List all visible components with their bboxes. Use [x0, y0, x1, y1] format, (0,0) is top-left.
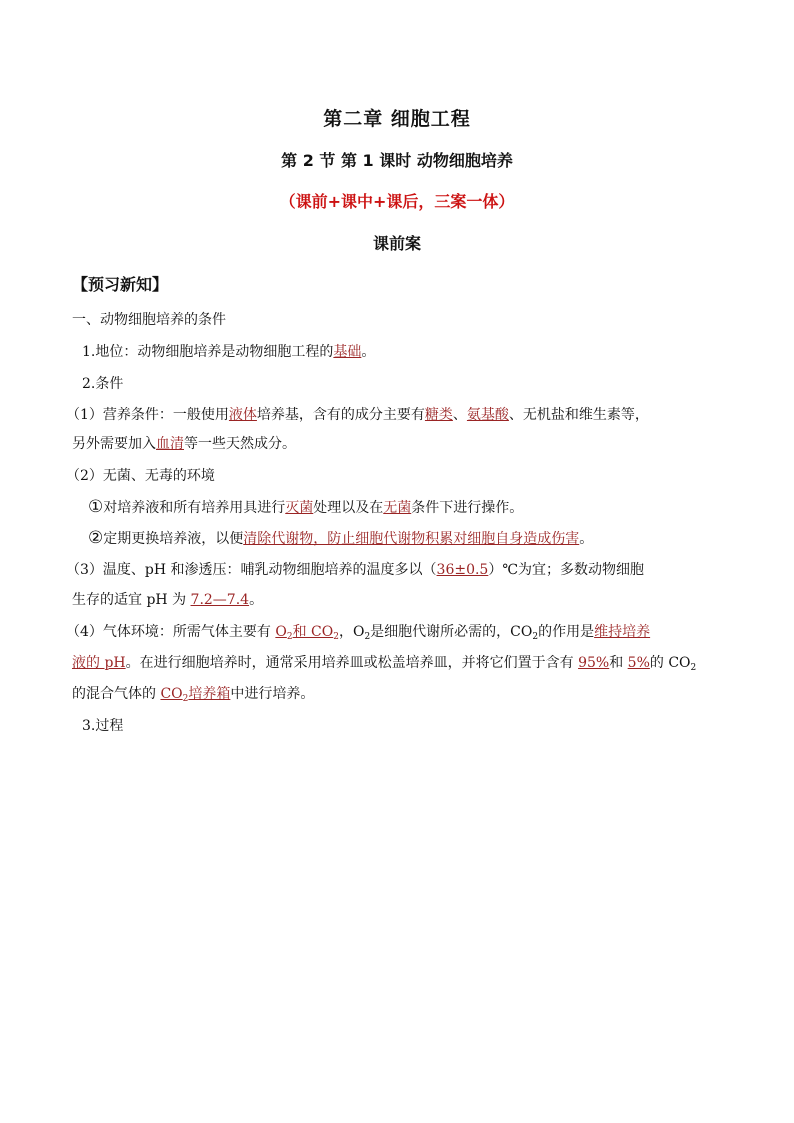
- answer-blank: 95%: [578, 655, 610, 671]
- paragraph-position: 1.地位：动物细胞培养是动物细胞工程的基础。: [82, 344, 376, 360]
- paragraph-nutrition-cont: 另外需要加入血清等一些天然成分。: [72, 436, 296, 452]
- answer-blank: 清除代谢物，防止细胞代谢物积累对细胞自身造成伤害: [243, 531, 580, 547]
- answer-blank: $CO_2$培养箱: [160, 686, 231, 704]
- paragraph-sterile-1: ①对培养液和所有培养用具进行灭菌处理以及在无菌条件下进行操作。: [88, 497, 524, 517]
- paragraph-nutrition: （1）营养条件：一般使用液体培养基，含有的成分主要有糖类、氨基酸、无机盐和维生素等，: [66, 407, 649, 423]
- paragraph-temperature-cont: 生存的适宜 pH 为 7.2—7.4。: [72, 592, 264, 608]
- answer-blank: 氨基酸: [466, 407, 509, 423]
- answer-blank: 血清: [156, 436, 184, 452]
- answer-blank: 无菌: [383, 500, 412, 516]
- answer-blank: 5%: [627, 655, 650, 671]
- answer-blank: 基础: [333, 344, 362, 360]
- preview-heading: 【预习新知】: [72, 275, 169, 294]
- circled-number: ①: [88, 497, 104, 517]
- paragraph-conditions: 2.条件: [82, 376, 124, 392]
- paragraph-gas-cont-2: 的混合气体的 $CO_2$培养箱中进行培养。: [72, 686, 315, 704]
- answer-blank: 液的 pH: [72, 655, 126, 671]
- answer-blank: 糖类: [424, 407, 453, 423]
- answer-blank: 液体: [228, 407, 257, 423]
- answer-blank: 36±0.5: [436, 562, 489, 578]
- paragraph-gas: （4）气体环境：所需气体主要有 $O_2$和 $CO_2$，$O_2$是细胞代谢所必需的，$CO_2$的作用是维持培养: [66, 624, 651, 642]
- subtitle: （课前+课中+课后，三案一体）: [279, 192, 515, 211]
- answer-blank: 灭菌: [285, 500, 314, 516]
- chapter-title: 第二章 细胞工程: [323, 108, 471, 130]
- circled-number: ②: [88, 528, 104, 548]
- paragraph-sterile-2: ②定期更换培养液，以便清除代谢物，防止细胞代谢物积累对细胞自身造成伤害。: [88, 528, 594, 548]
- part-title: 课前案: [372, 234, 421, 253]
- paragraph-gas-cont: 液的 pH。在进行细胞培养时，通常采用培养皿或松盖培养皿，并将它们置于含有 95%和 5%的 $CO_2$: [72, 655, 697, 673]
- answer-blank: $O_2$和 $CO_2$: [275, 624, 339, 642]
- paragraph-sterile: （2）无菌、无毒的环境: [66, 468, 215, 484]
- paragraph-temperature: （3）温度、pH 和渗透压：哺乳动物细胞培养的温度多以（36±0.5）℃为宜；多数动物细胞: [66, 562, 645, 578]
- answer-blank: 7.2—7.4: [190, 592, 250, 608]
- section-title: 第 2 节 第 1 课时 动物细胞培养: [281, 151, 513, 170]
- paragraph-process: 3.过程: [82, 718, 124, 734]
- section-1-heading: 一、动物细胞培养的条件: [72, 312, 226, 328]
- answer-blank: 维持培养: [594, 624, 651, 640]
